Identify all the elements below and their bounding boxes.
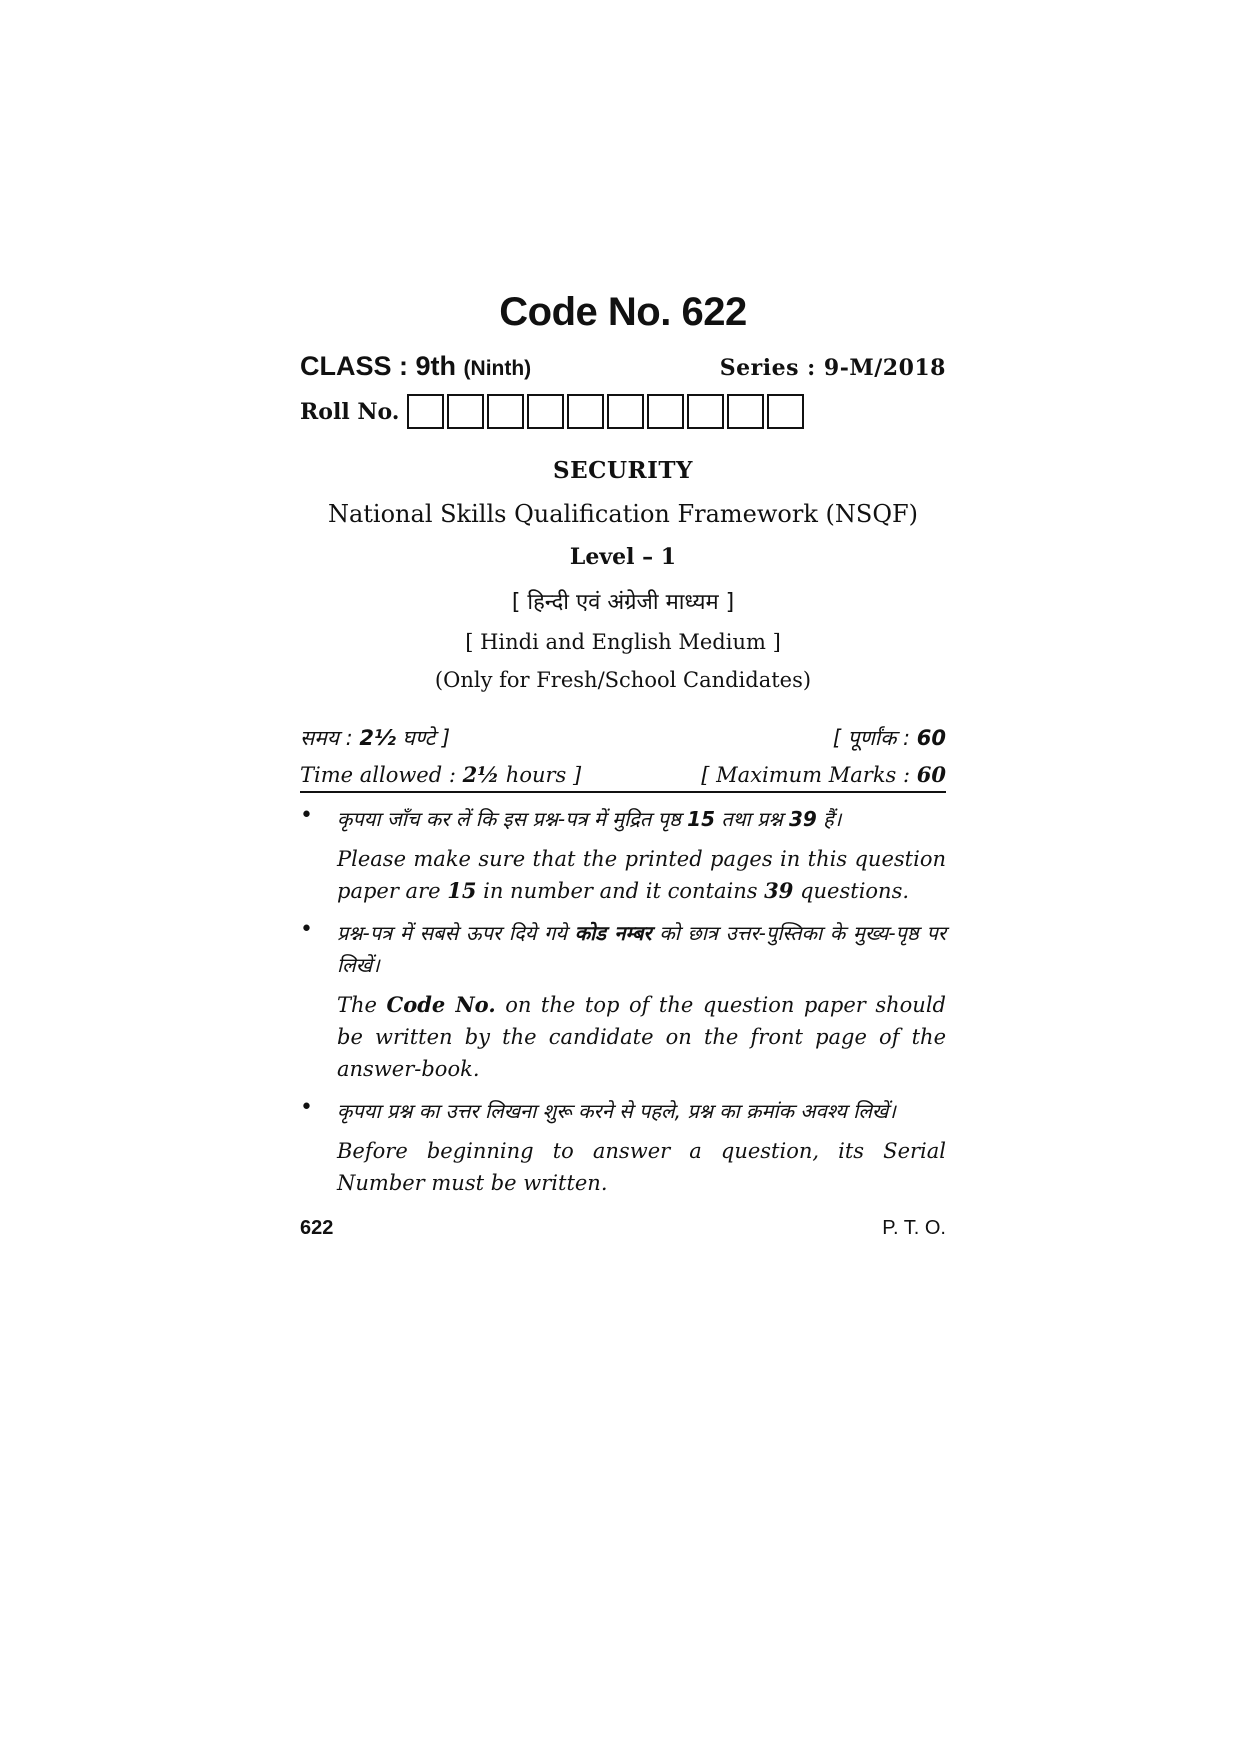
roll-number-box[interactable]	[767, 394, 804, 429]
time-english: Time allowed : 2½ hours ]	[300, 762, 582, 787]
class-series-row	[300, 351, 946, 382]
level-label: Level – 1	[569, 544, 677, 570]
instruction-item	[300, 1095, 946, 1199]
time-marks-row-english	[300, 762, 946, 793]
roll-number-box[interactable]	[407, 394, 444, 429]
instruction-english: The Code No. on the top of the question paper should be written by the candidate on the front page of the answer-book.	[337, 992, 946, 1081]
roll-number-box[interactable]	[687, 394, 724, 429]
roll-number-box[interactable]	[487, 394, 524, 429]
medium-english: [ Hindi and English Medium ]	[465, 630, 781, 654]
roll-number-label: Roll No.	[300, 398, 400, 425]
roll-number-boxes[interactable]	[407, 394, 807, 429]
instruction-hindi: कृपया प्रश्न का उत्तर लिखना शुरू करने से पहले, प्रश्न का क्रमांक अवश्य लिखें।	[337, 1099, 896, 1123]
instruction-english: Before beginning to answer a question, its Serial Number must be written.	[337, 1139, 946, 1195]
subject-title: SECURITY	[553, 457, 693, 484]
instruction-hindi: प्रश्न-पत्र में सबसे ऊपर दिये गये कोड नम्बर को छात्र उत्तर-पुस्तिका के मुख्य-पृष्ठ पर लिखें।	[337, 921, 946, 977]
instruction-english: Please make sure that the printed pages in this question paper are 15 in number and it contains 39 questions.	[337, 847, 946, 903]
marks-english: [ Maximum Marks : 60	[701, 762, 946, 787]
roll-number-box[interactable]	[727, 394, 764, 429]
series-label: Series : 9-M/2018	[719, 355, 946, 381]
class-text: CLASS : 9th	[300, 351, 457, 381]
footer-code: 622	[300, 1217, 334, 1239]
footer-pto: P. T. O.	[882, 1217, 946, 1239]
page-footer	[300, 1217, 946, 1240]
framework-title: National Skills Qualification Framework (NSQF)	[327, 500, 919, 528]
roll-number-row	[300, 394, 946, 429]
roll-number-box[interactable]	[527, 394, 564, 429]
instruction-item	[300, 917, 946, 1085]
class-label	[300, 351, 531, 382]
instruction-item	[300, 803, 946, 907]
time-marks-row-hindi	[300, 724, 946, 752]
roll-number-box[interactable]	[607, 394, 644, 429]
medium-hindi: [ हिन्दी एवं अंग्रेजी माध्यम ]	[511, 590, 735, 615]
bullet-icon: •	[300, 1095, 313, 1120]
marks-hindi: [ पूर्णांक : 60	[832, 726, 946, 750]
exam-cover-page	[300, 290, 946, 1240]
roll-number-box[interactable]	[647, 394, 684, 429]
bullet-icon: •	[300, 917, 313, 942]
candidates-note: (Only for Fresh/School Candidates)	[434, 668, 812, 692]
instruction-hindi: कृपया जाँच कर लें कि इस प्रश्न-पत्र में मुद्रित पृष्ठ 15 तथा प्रश्न 39 हैं।	[337, 807, 842, 831]
bullet-icon: •	[300, 803, 313, 828]
roll-number-box[interactable]	[447, 394, 484, 429]
roll-number-box[interactable]	[567, 394, 604, 429]
class-note: (Ninth)	[463, 357, 532, 380]
code-number-title: Code No. 622	[499, 290, 747, 334]
time-hindi: समय : 2½ घण्टे ]	[300, 726, 451, 750]
